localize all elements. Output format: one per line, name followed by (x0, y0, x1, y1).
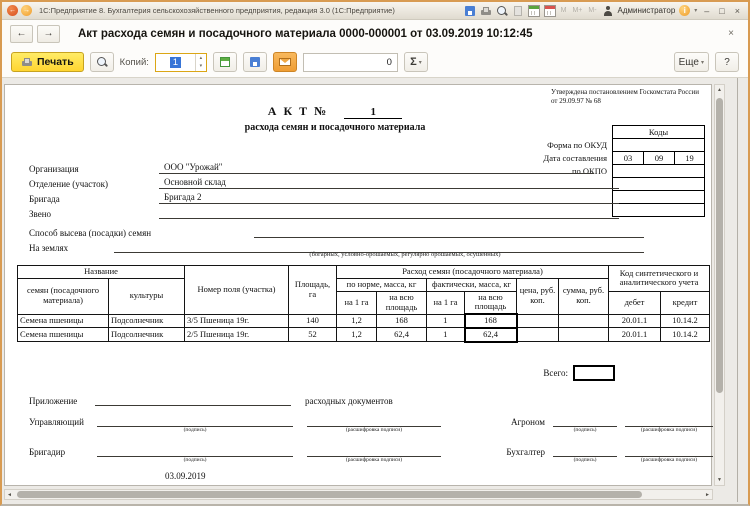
norm-total-cell: 168 (377, 314, 427, 328)
debit-cell: 20.01.1 (609, 314, 661, 328)
role-label: Агроном (510, 417, 545, 427)
minimize-button[interactable]: – (704, 5, 710, 16)
horizontal-scroll-thumb[interactable] (17, 491, 642, 498)
fact-per-ha-cell: 1 (427, 314, 465, 328)
price-cell (517, 328, 559, 342)
scroll-down-icon[interactable]: ▼ (717, 477, 722, 483)
codes-table (612, 125, 705, 217)
copies-label: Копий: (119, 56, 149, 68)
scroll-right-icon[interactable]: ► (705, 492, 710, 498)
form-page (4, 84, 712, 486)
scroll-up-icon[interactable]: ▲ (717, 87, 722, 93)
culture-cell: Подсолнечник (109, 328, 185, 342)
titlebar (2, 2, 748, 20)
table-row[interactable] (18, 328, 710, 342)
stepper-up-icon[interactable]: ▴ (199, 54, 203, 61)
date-label: Дата составления (543, 153, 607, 163)
chevron-down-icon: ▾ (418, 59, 422, 66)
approval-note: Утверждена постановлением Госкомстата России от 29.09.97 № 68 (551, 88, 699, 106)
decode-line: (расшифровка подписи) (625, 445, 713, 457)
seed-cell: Семена пшеницы (18, 314, 109, 328)
document-close-icon[interactable]: × (728, 28, 734, 39)
stepper-arrows[interactable] (195, 54, 206, 71)
chevron-down-icon[interactable]: ▾ (694, 8, 698, 14)
sum-button[interactable] (404, 52, 428, 72)
col-fact: фактически, масса, кг (427, 278, 517, 291)
copies-stepper[interactable] (155, 53, 207, 72)
col-price: цена, руб. коп. (517, 278, 559, 314)
field-cell: 2/5 Пшеница 19г. (185, 328, 289, 342)
save-document-button[interactable] (243, 52, 267, 72)
zoom-icon[interactable] (496, 5, 508, 17)
brigade-value: Бригада 2 (159, 192, 619, 204)
document-icon[interactable] (512, 5, 524, 17)
role-label: Бригадир (29, 447, 66, 457)
pages-input[interactable]: 0 (303, 53, 398, 72)
magnifier-icon (96, 56, 108, 68)
document-header (2, 20, 748, 47)
save-icon[interactable] (464, 5, 476, 17)
table-edit-icon (219, 56, 231, 68)
lands-hint: (богарных, условно-орошаемых, регулярно орошаемых, осушенных) (309, 251, 501, 258)
memory-m-plus-button[interactable]: М+ (572, 7, 583, 14)
sigma-icon: Σ (410, 56, 417, 68)
decode-line: (расшифровка подписи) (307, 415, 441, 427)
attachment-value (95, 394, 291, 406)
okpo-label: по ОКПО (571, 166, 607, 176)
signature-line: (подпись) (97, 415, 293, 427)
signature-line: (подпись) (97, 445, 293, 457)
col-name: Название (18, 266, 185, 279)
main-table (17, 265, 710, 343)
organization-value: ООО "Урожай" (159, 162, 594, 174)
attachment-row (29, 393, 393, 406)
role-label: Управляющий (29, 417, 84, 427)
maximize-button[interactable]: □ (719, 5, 725, 16)
col-sum: сумма, руб. коп. (559, 278, 609, 314)
sowing-method-value (254, 226, 644, 238)
act-title-row (5, 104, 665, 119)
fact-total-cell: 62,4 (465, 328, 517, 342)
vertical-scroll-thumb[interactable] (716, 98, 723, 393)
col-credit: кредит (661, 291, 710, 314)
printer-icon (21, 56, 33, 68)
act-number: 1 (344, 106, 402, 119)
zveno-value (159, 207, 619, 219)
nav-forward-button[interactable]: → (37, 25, 60, 43)
col-fact-total: на всю площадь (465, 291, 517, 314)
close-button[interactable]: × (734, 5, 740, 16)
user-icon (602, 5, 614, 17)
okud-code-cell (613, 139, 705, 152)
nav-back-button[interactable]: ← (10, 25, 33, 43)
titlebar-tools (464, 5, 743, 17)
more-button-label: Еще (678, 56, 699, 68)
main-menu-back-button[interactable] (7, 5, 18, 16)
scroll-left-icon[interactable]: ◄ (7, 492, 12, 498)
vertical-scrollbar[interactable] (714, 84, 725, 486)
department-label: Отделение (участок) (29, 179, 108, 189)
culture-cell: Подсолнечник (109, 314, 185, 328)
zveno-row (29, 206, 619, 219)
attachment-suffix: расходных документов (305, 396, 393, 406)
frame-divider (737, 78, 738, 502)
department-value: Основной склад (159, 177, 619, 189)
brigade-row (29, 191, 619, 204)
help-button[interactable]: ? (715, 52, 739, 72)
col-seed: семян (посадочного материала) (18, 278, 109, 314)
price-cell (517, 314, 559, 328)
decode-line: (расшифровка подписи) (625, 415, 713, 427)
more-button[interactable] (674, 52, 709, 72)
table-row[interactable] (18, 314, 710, 328)
date-month-cell: 09 (644, 152, 675, 165)
lands-label: На землях (29, 243, 69, 253)
service-info-button[interactable]: i (679, 5, 690, 16)
main-menu-forward-button[interactable] (21, 5, 32, 16)
sowing-method-label: Способ высева (посадки) семян (29, 228, 152, 238)
print-button-label: Печать (37, 56, 74, 68)
fact-per-ha-cell: 1 (427, 328, 465, 342)
total-label: Всего: (543, 368, 568, 378)
col-norm: по норме, масса, кг (337, 278, 427, 291)
table-header-row (18, 278, 710, 291)
col-field: Номер поля (участка) (185, 266, 289, 315)
col-norm-per-ha: на 1 га (337, 291, 377, 314)
col-fact-per-ha: на 1 га (427, 291, 465, 314)
memory-m-minus-button[interactable]: М- (588, 7, 597, 14)
send-email-button[interactable] (273, 52, 297, 72)
act-title: А К Т № (267, 104, 329, 118)
okud-label: Форма по ОКУД (547, 140, 607, 150)
col-culture: культуры (109, 278, 185, 314)
document-date: 03.09.2019 (165, 471, 206, 481)
norm-per-ha-cell: 1,2 (337, 328, 377, 342)
department-row (29, 176, 619, 189)
signature-line: (подпись) (553, 445, 617, 457)
attachment-label: Приложение (29, 396, 78, 406)
document-title: Акт расхода семян и посадочного материала 0000-000001 от 03.09.2019 10:12:45 (78, 27, 533, 40)
signature-row (29, 415, 713, 433)
empty-code-cell (613, 204, 705, 217)
col-account-code: Код синтетического и аналитического учета (609, 266, 710, 292)
debit-cell: 20.01.1 (609, 328, 661, 342)
signature-line: (подпись) (553, 415, 617, 427)
copies-value: 1 (156, 54, 195, 71)
forward-arrow-icon: → (23, 7, 30, 14)
area-cell: 140 (289, 314, 337, 328)
okpo-code-cell (613, 165, 705, 178)
toolbar (2, 47, 748, 78)
total-row (475, 365, 615, 381)
credit-cell: 10.14.2 (661, 314, 710, 328)
norm-per-ha-cell: 1,2 (337, 314, 377, 328)
empty-code-cell (613, 191, 705, 204)
date-year-cell: 19 (675, 152, 705, 165)
col-consumption: Расход семян (посадочного материала) (337, 266, 609, 279)
current-user-label[interactable]: Администратор (617, 6, 676, 15)
window-title: 1С:Предприятие 8. Бухгалтерия сельскохозяйственного предприятия, редакция 3.0 (1С:Предприятие) (39, 6, 395, 15)
stepper-down-icon[interactable]: ▾ (199, 63, 203, 69)
table-settings-button[interactable] (213, 52, 237, 72)
preview-button[interactable] (90, 52, 114, 72)
sowing-method-row (29, 225, 644, 238)
back-arrow-icon: ← (9, 7, 16, 14)
horizontal-scrollbar[interactable] (4, 489, 713, 500)
chevron-down-icon: ▾ (700, 59, 704, 66)
signature-row (29, 445, 713, 463)
floppy-icon (249, 56, 261, 68)
credit-cell: 10.14.2 (661, 328, 710, 342)
field-cell: 3/5 Пшеница 19г. (185, 314, 289, 328)
zveno-label: Звено (29, 209, 52, 219)
norm-total-cell: 62,4 (377, 328, 427, 342)
area-cell: 52 (289, 328, 337, 342)
total-value-box (573, 365, 615, 381)
table-header-row (18, 266, 710, 279)
print-icon[interactable] (480, 5, 492, 17)
role-label: Бухгалтер (506, 447, 545, 457)
print-button[interactable] (11, 52, 84, 72)
col-debit: дебет (609, 291, 661, 314)
envelope-icon (279, 58, 291, 66)
seed-cell: Семена пшеницы (18, 328, 109, 342)
col-norm-total: на всю площадь (377, 291, 427, 314)
codes-header: Коды (613, 126, 705, 139)
sum-cell (559, 314, 609, 328)
organization-label: Организация (29, 164, 79, 174)
print-preview-area (2, 78, 748, 502)
date-day-cell: 03 (613, 152, 644, 165)
col-area: Площадь, га (289, 266, 337, 315)
memory-m-button[interactable]: М (560, 7, 567, 14)
brigade-label: Бригада (29, 194, 60, 204)
decode-line: (расшифровка подписи) (307, 445, 441, 457)
calendar-icon[interactable] (528, 5, 540, 17)
organization-row (29, 161, 594, 174)
sum-cell (559, 328, 609, 342)
act-subtitle: расхода семян и посадочного материала (244, 122, 426, 133)
fact-total-cell: 168 (465, 314, 517, 328)
empty-code-cell (613, 178, 705, 191)
calculator-calendar-icon[interactable] (544, 5, 556, 17)
